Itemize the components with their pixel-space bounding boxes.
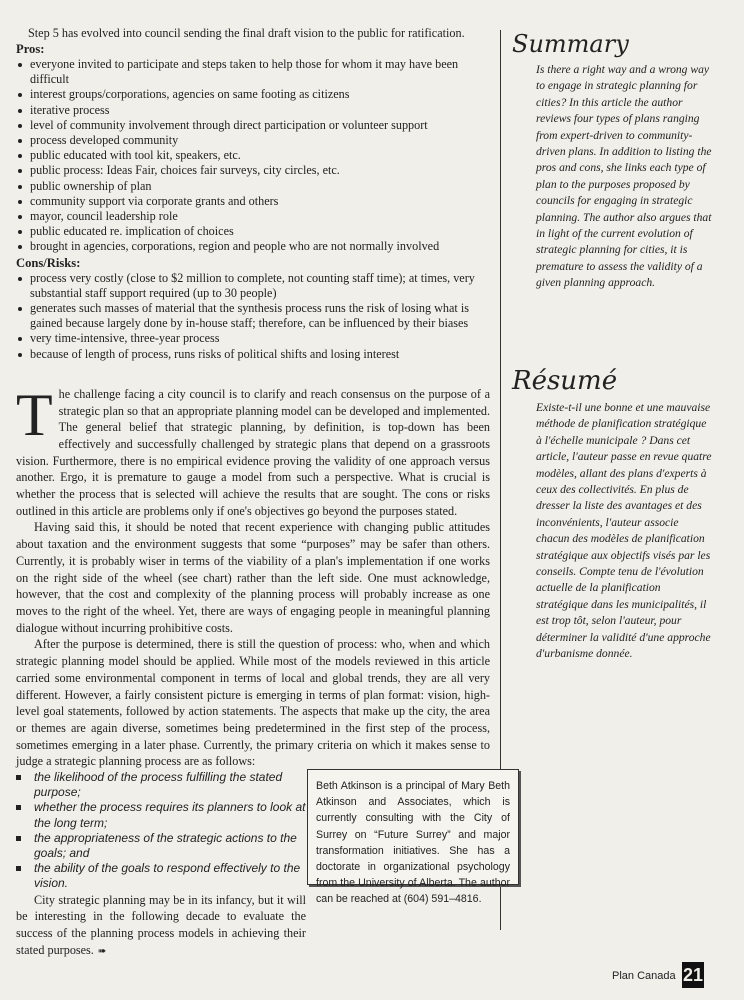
- list-item: brought in agencies, corporations, region and people who are not normally involved: [16, 239, 490, 254]
- list-item: community support via corporate grants and others: [16, 194, 490, 209]
- list-item: level of community involvement through direct participation or volunteer support: [16, 118, 490, 133]
- list-item: mayor, council leadership role: [16, 209, 490, 224]
- criteria-list: [16, 770, 306, 892]
- list-item: public process: Ideas Fair, choices fair surveys, city circles, etc.: [16, 163, 490, 178]
- list-item: public ownership of plan: [16, 179, 490, 194]
- list-item: generates such masses of material that the synthesis process runs the risk of losing what is gained because largely done by in-house staff; therefore, can be influenced by their biases: [16, 301, 490, 331]
- list-item: public educated with tool kit, speakers, etc.: [16, 148, 490, 163]
- drop-cap: T: [16, 381, 53, 448]
- closing-paragraph: [16, 892, 306, 961]
- page-number: 21: [682, 962, 704, 988]
- pros-list: [16, 57, 490, 255]
- cons-heading: Cons/Risks:: [16, 255, 81, 270]
- criteria-item: the likelihood of the process fulfilling the stated purpose;: [16, 770, 306, 800]
- resume-box: [512, 366, 722, 663]
- intro-line: Step 5 has evolved into council sending the final draft vision to the public for ratification.: [28, 26, 465, 40]
- closing-text: City strategic planning may be in its infancy, but it will be interesting in the following decade to evaluate the success of the planning process models in achieving their stated purposes.: [16, 892, 306, 957]
- list-item: iterative process: [16, 103, 490, 118]
- author-bio-box: Beth Atkinson is a principal of Mary Beth Atkinson and Associates, which is currently consulting with the City of Surrey on “Future Surrey” and major transformation initiatives. She has a doctorate in organizational psychology from the University of Alberta. The author can be reached at (604) 591–4816.: [307, 769, 519, 885]
- summary-heading: Summary: [512, 30, 629, 58]
- paragraph: [16, 381, 490, 520]
- pros-heading: Pros:: [16, 42, 45, 56]
- resume-text: Existe-t-il une bonne et une mauvaise méthode de planification stratégique à l'échelle municipale ? Dans cet article, l'auteur passe en revue quatre modèles, allant des plans d'experts à ceux des collectivités. En plus de dresser la liste des avantages et des inconvénients, l'auteur associe chacun des modèles de planification stratégique aux objectifs visés par les conseils. Compte tenu de l'évolution actuelle de la planification stratégique dans les municipalités, il est trop tôt, selon l'auteur, pour déterminer la validité d'une approche d'urbanisme donnée.: [536, 401, 712, 661]
- list-item: public educated re. implication of choices: [16, 224, 490, 239]
- list-item: interest groups/corporations, agencies on same footing as citizens: [16, 87, 490, 102]
- resume-heading: Résumé: [512, 366, 618, 396]
- criteria-item: whether the process requires its planners to look at the long term;: [16, 800, 306, 830]
- paragraph: After the purpose is determined, there is still the question of process: who, when and which strategic planning model should be applied. While most of the models reviewed in this article carried some environmental component in terms of local and global trends, they are all very different. However, a fairly consistent picture is emerging in terms of plan format: vision, high-level goal statements, followed by action statements. The aspects that make up the city, the area or themes are again diverse, sometimes being predetermined in the first step of the process, sometimes emerging in a later phase. Currently, the primary criteria on which it makes sense to judge a strategic planning process are as follows:: [16, 637, 490, 769]
- summary-text: Is there a right way and a wrong way to engage in strategic planning for cities? In this article the author reviews four types of plans ranging from expert-driven to community-driven plans. In addition to listing the pros and cons, she links each type of plan to the purposes proposed by councils for engaging in strategic planning. The author also argues that in light of the current evolution of strategic planning for cities, it is premature to assess the validity of a given planning approach.: [536, 63, 712, 290]
- end-mark-icon: ➠: [97, 945, 107, 957]
- list-item: process developed community: [16, 133, 490, 148]
- list-item: process very costly (close to $2 million to complete, not counting staff time); at times, very substantial staff support required (up to 30 people): [16, 271, 490, 301]
- paragraph-text: he challenge facing a city council is to clarify and reach consensus on the purpose of a strategic plan so that an appropriate planning model can be developed and implemented. The general belief that strategic planning, by definition, is top-down has been effectively and successfully challenged by strategic plans that depend on a grassroots vision. Furthermore, there is no empirical evidence proving the validity of one approach versus another. Ergo, it is premature to gauge a model from such a perspective. What is crucial is whether the process that is selected will achieve the results that are sought. The cons or risks outlined in this article are problems only if one's objectives go beyond the purposes stated.: [16, 386, 490, 518]
- cons-list: [16, 271, 490, 362]
- criteria-item: the appropriateness of the strategic actions to the goals; and: [16, 831, 306, 861]
- publication-name: Plan Canada: [612, 970, 676, 982]
- list-item: very time-intensive, three-year process: [16, 331, 490, 346]
- list-item: because of length of process, runs risks of political shifts and losing interest: [16, 347, 490, 362]
- summary-box: [512, 30, 722, 292]
- list-item: everyone invited to participate and steps taken to help those for whom it may have been difficult: [16, 57, 490, 87]
- article-body: [16, 381, 490, 770]
- criteria-item: the ability of the goals to respond effectively to the vision.: [16, 861, 306, 891]
- paragraph: Having said this, it should be noted that recent experience with changing public attitudes about taxation and the environment suggests that some “purposes” may be safer than others. Currently, it is probably wiser in terms of the viability of a plan's implementation if one works on the right side of the wheel (see chart) rather than the left side. One must acknowledge, however, that the cost and complexity of the planning process will probably increase as one moves to the right of the wheel. Yet, there are ways of engaging people in meaningful planning dialogue without incurring prohibitive costs.: [16, 520, 490, 635]
